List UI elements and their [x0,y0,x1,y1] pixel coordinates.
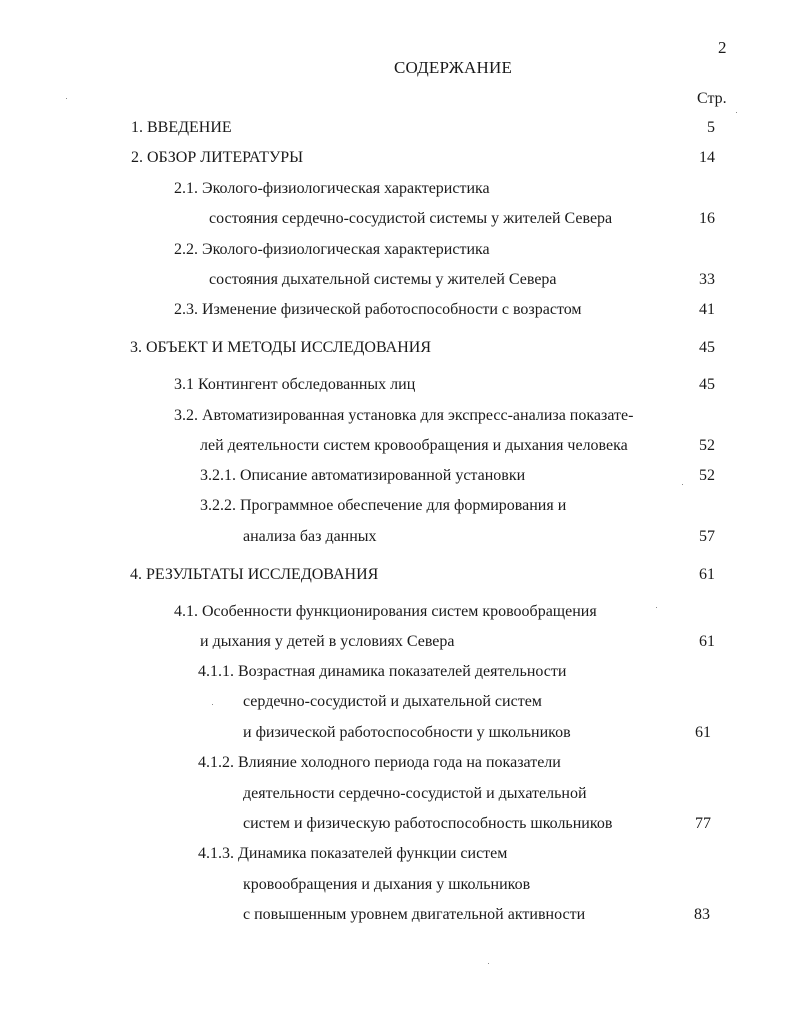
toc-entry-4-1-3-page: 83 [694,906,710,923]
scan-speck [488,963,489,964]
toc-entry-4-line-1: 4. РЕЗУЛЬТАТЫ ИССЛЕДОВАНИЯ [130,566,379,583]
scan-speck [212,704,213,705]
toc-entry-3-2-line-2: лей деятельности систем кровообращения и дыхания человека [200,437,628,454]
toc-entry-2-page: 14 [699,149,715,166]
toc-entry-3-2-2-line-1: 3.2.2. Программное обеспечение для формирования и [200,497,567,514]
toc-entry-4-1-3-line-1: 4.1.3. Динамика показателей функции систем [198,845,508,862]
toc-entry-2-1-page: 16 [699,210,715,227]
toc-entry-3-2-1-line-1: 3.2.1. Описание автоматизированной установки [200,467,526,484]
toc-entry-2-2-page: 33 [699,271,715,288]
toc-entry-2-3-page: 41 [699,301,715,318]
toc-entry-4-page: 61 [699,566,715,583]
toc-entry-3-page: 45 [699,339,715,356]
toc-entry-4-1-1-line-3: и физической работоспособности у школьников [243,724,571,741]
toc-entry-4-1-line-1: 4.1. Особенности функционирования систем кровообращения [174,603,597,620]
toc-entry-2-1-line-2: состояния сердечно-сосудистой системы у жителей Севера [209,210,613,227]
scan-speck [682,484,683,485]
scan-speck [66,98,67,99]
toc-entry-4-1-2-line-2: деятельности сердечно-сосудистой и дыхательной [243,785,587,802]
toc-entry-2-2-line-1: 2.2. Эколого-физиологическая характеристика [174,241,490,258]
toc-entry-1-line-1: 1. ВВЕДЕНИЕ [131,119,232,136]
toc-entry-3-2-2-line-2: анализа баз данных [243,528,377,545]
toc-entry-4-1-line-2: и дыхания у детей в условиях Севера [200,633,455,650]
toc-entry-3-2-line-1: 3.2. Автоматизированная установка для экспресс-анализа показате- [174,407,634,424]
toc-entry-3-1-page: 45 [699,376,715,393]
toc-entry-4-1-2-line-3: систем и физическую работоспособность школьников [243,815,613,832]
toc-entry-2-2-line-2: состояния дыхательной системы у жителей Севера [209,271,557,288]
toc-entry-3-2-1-page: 52 [699,467,715,484]
toc-entry-4-1-page: 61 [699,633,715,650]
toc-entry-4-1-3-line-3: с повышенным уровнем двигательной активности [243,906,586,923]
toc-entry-2-line-1: 2. ОБЗОР ЛИТЕРАТУРЫ [131,149,304,166]
toc-entry-3-2-page: 52 [699,437,715,454]
toc-entry-2-3-line-1: 2.3. Изменение физической работоспособности с возрастом [174,301,582,318]
page-number: 2 [718,38,727,57]
page-title: СОДЕРЖАНИЕ [393,58,513,77]
scan-speck [656,607,657,608]
page-column-label: Стр. [697,90,727,107]
toc-entry-3-2-2-page: 57 [699,528,715,545]
toc-entry-2-1-line-1: 2.1. Эколого-физиологическая характеристика [174,180,490,197]
toc-entry-4-1-1-page: 61 [695,724,711,741]
toc-entry-4-1-3-line-2: кровообращения и дыхания у школьников [243,876,531,893]
toc-entry-4-1-1-line-1: 4.1.1. Возрастная динамика показателей деятельности [198,663,567,680]
toc-entry-1-page: 5 [707,119,715,136]
toc-entry-4-1-2-page: 77 [695,815,711,832]
toc-entry-3-1-line-1: 3.1 Контингент обследованных лиц [174,376,416,393]
toc-entry-3-line-1: 3. ОБЪЕКТ И МЕТОДЫ ИССЛЕДОВАНИЯ [130,339,431,356]
scan-speck [736,112,737,113]
toc-entry-4-1-1-line-2: сердечно-сосудистой и дыхательной систем [243,693,542,710]
toc-entry-4-1-2-line-1: 4.1.2. Влияние холодного периода года на показатели [198,754,561,771]
